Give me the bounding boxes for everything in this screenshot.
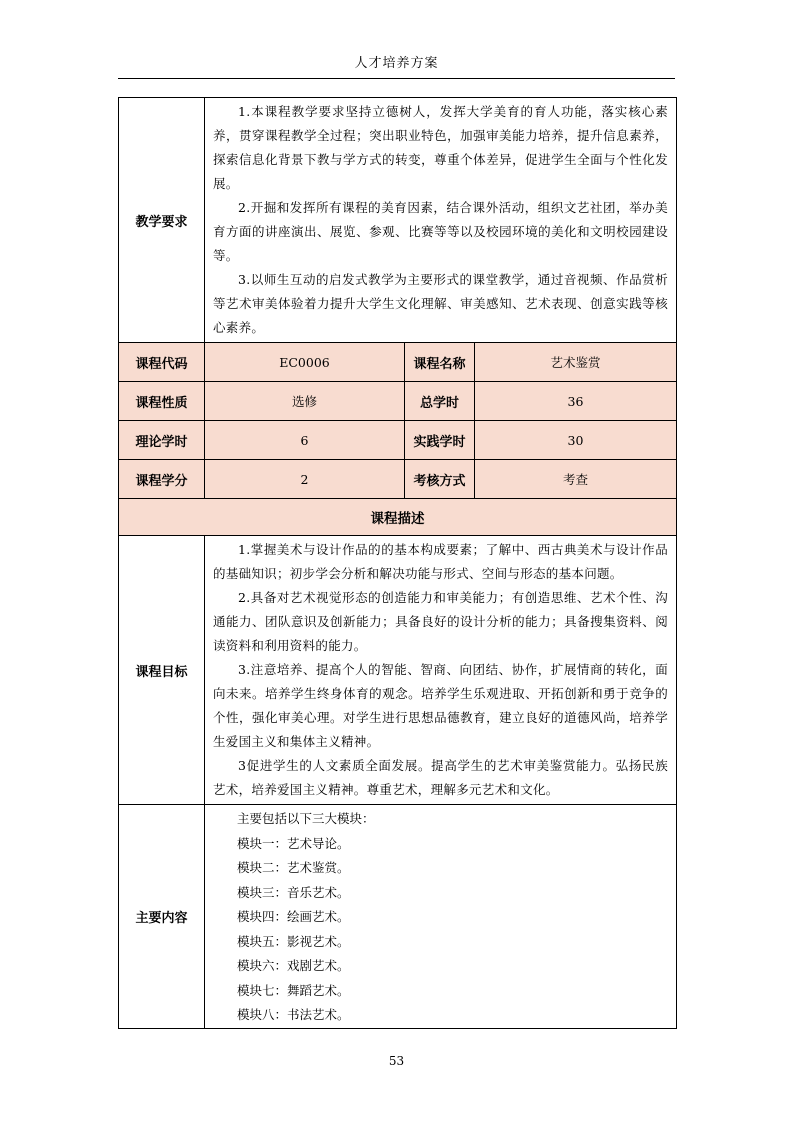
- module-item: 模块六：戏剧艺术。: [237, 958, 350, 973]
- module-item: 模块四：绘画艺术。: [237, 909, 350, 924]
- course-table: [118, 97, 677, 1029]
- goals-paragraph: 3.注意培养、提高个人的智能、智商、向团结、协作，扩展情商的转化，面向未来。培养学生终身体育的观念。培养学生乐观进取、开拓创新和勇于竞争的个性，强化审美心理。对学生进行思想品德教育，建立良好的道德风尚，培养学生爱国主义和集体主义精神。: [213, 662, 669, 749]
- module-item: 模块一：艺术导论。: [237, 835, 350, 851]
- module-item: 模块五：影视艺术。: [237, 933, 350, 949]
- goals-paragraph: 1.掌握美术与设计作品的的基本构成要素；了解中、西古典美术与设计作品的基础知识；初步学会分析和解决功能与形式、空间与形态的基本问题。: [213, 542, 669, 581]
- theory-hours-value: 6: [205, 421, 405, 460]
- module-item: 模块三：音乐艺术。: [237, 884, 350, 900]
- module-list: [205, 807, 676, 1028]
- course-nature-value: 选修: [205, 382, 405, 421]
- course-nature-label: 课程性质: [119, 382, 205, 421]
- info-row-code: [119, 343, 677, 382]
- goals-paragraph: 3促进学生的人文素质全面发展。提高学生的艺术审美鉴赏能力。弘扬民族艺术，培养爱国主义精神。尊重艺术，理解多元艺术和文化。: [213, 758, 669, 797]
- header-divider: [118, 78, 675, 79]
- description-title: 课程描述: [119, 499, 677, 536]
- course-name-value: 艺术鉴赏: [475, 343, 677, 382]
- requirements-content: [205, 98, 677, 343]
- course-name-label: 课程名称: [405, 343, 475, 382]
- goals-content: [205, 536, 677, 805]
- credit-label: 课程学分: [119, 460, 205, 499]
- content-cell: [205, 805, 677, 1029]
- assessment-value: 考查: [475, 460, 677, 499]
- credit-value: 2: [205, 460, 405, 499]
- requirements-row: [119, 98, 677, 343]
- info-row-credit: [119, 460, 677, 499]
- goals-label: 课程目标: [119, 536, 205, 805]
- module-item: 模块八：书法艺术。: [237, 1007, 350, 1022]
- info-row-nature: [119, 382, 677, 421]
- module-item: 模块七：舞蹈艺术。: [237, 982, 350, 998]
- theory-hours-label: 理论学时: [119, 421, 205, 460]
- total-hours-value: 36: [475, 382, 677, 421]
- assessment-label: 考核方式: [405, 460, 475, 499]
- course-code-label: 课程代码: [119, 343, 205, 382]
- content-row: [119, 805, 677, 1029]
- info-row-theory: [119, 421, 677, 460]
- page-number: 53: [388, 1054, 405, 1068]
- total-hours-label: 总学时: [405, 382, 475, 421]
- page-header: 人才培养方案: [354, 56, 439, 71]
- requirements-paragraph: 3.以师生互动的启发式教学为主要形式的课堂教学，通过音视频、作品赏析等艺术审美体验着力提升大学生文化理解、审美感知、艺术表现、创意实践等核心素养。: [213, 272, 669, 335]
- content-intro: 主要包括以下三大模块：: [237, 811, 375, 826]
- content-label: 主要内容: [119, 805, 205, 1029]
- goals-paragraph: 2.具备对艺术视觉形态的创造能力和审美能力；有创造思维、艺术个性、沟通能力、团队意识及创新能力；具备良好的设计分析的能力；具备搜集资料、阅读资料和利用资料的能力。: [213, 590, 669, 653]
- description-title-row: [119, 499, 677, 536]
- practice-hours-label: 实践学时: [405, 421, 475, 460]
- course-code-value: EC0006: [205, 343, 405, 382]
- practice-hours-value: 30: [475, 421, 677, 460]
- goals-row: [119, 536, 677, 805]
- module-item: 模块二：艺术鉴赏。: [237, 860, 350, 875]
- requirements-paragraph: 2.开掘和发挥所有课程的美育因素，结合课外活动，组织文艺社团，举办美育方面的讲座演出、展览、参观、比赛等等以及校园环境的美化和文明校园建设等。: [213, 200, 669, 263]
- requirements-label: 教学要求: [119, 98, 205, 343]
- requirements-paragraph: 1.本课程教学要求坚持立德树人，发挥大学美育的育人功能，落实核心素养，贯穿课程教学全过程；突出职业特色，加强审美能力培养，提升信息素养，探索信息化背景下教与学方式的转变，尊重个体差异，促进学生全面与个性化发展。: [213, 104, 669, 191]
